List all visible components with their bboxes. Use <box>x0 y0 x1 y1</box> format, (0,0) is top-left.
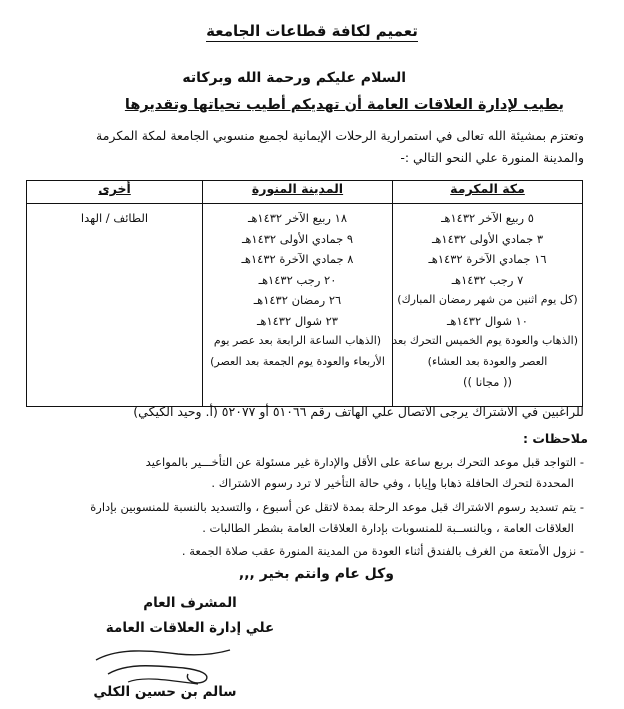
madinah-date-2: ٩ جمادي الأولى ١٤٣٢هـ <box>241 231 354 246</box>
other-destination: الطائف / الهدا <box>80 211 149 225</box>
table-header-row <box>27 181 583 204</box>
madinah-date-3: ٨ جمادي الآخرة ١٤٣٢هـ <box>241 252 354 266</box>
other-column <box>27 204 203 407</box>
note-item-1 <box>44 452 584 494</box>
trips-table <box>26 180 583 407</box>
signatory-department: علي إدارة العلاقات العامة <box>105 620 275 636</box>
makkah-date-1: ٥ ربيع الآخر ١٤٣٢هـ <box>441 211 534 225</box>
madinah-schedule-note-2: الأربعاء والعودة يوم الجمعة بعد العصر) <box>210 354 385 368</box>
paragraph-line-1: وتعتزم بمشيئة الله تعالى في استمرارية الرحلات الإيمانية لجميع منسوبي الجامعة لمكة المكرمة <box>96 128 584 143</box>
signatory-name: سالم بن حسين الكلي <box>93 684 237 700</box>
closing-line: وكل عام وانتم بخير ,,, <box>238 566 394 582</box>
madinah-date-5: ٢٦ رمضان ١٤٣٢هـ <box>253 293 342 307</box>
note-item-3 <box>44 541 584 562</box>
paragraph-line-2: والمدينة المنورة علي النحو التالي :- <box>400 150 584 165</box>
makkah-ramadan-note: (كل يوم اثنين من شهر رمضان المبارك) <box>397 293 578 306</box>
handwritten-signature <box>88 640 238 690</box>
note-3-line-1: - نزول الأمتعة من الغرف بالفندق أثناء العودة من المدينة المنورة عقب صلاة الجمعة . <box>181 544 584 558</box>
makkah-schedule-note-2: العصر والعودة بعد العشاء) <box>427 354 548 368</box>
makkah-schedule-note-1: (الذهاب والعودة يوم الخميس التحرك بعد <box>392 334 578 347</box>
contact-line: للراغبين في الاشتراك يرجى الاتصال علي الهاتف رقم ٥١٠٦٦ أو ٥٢٠٧٧ (أ. وحيد الكيكي) <box>133 404 584 419</box>
madinah-date-4: ٢٠ رجب ١٤٣٢هـ <box>258 272 337 287</box>
table-row <box>27 204 583 407</box>
signatory-title: المشرف العام <box>143 595 237 611</box>
notes-title: ملاحظات : <box>522 431 588 446</box>
note-2-line-1: - يتم تسديد رسوم الاشتراك قبل موعد الرحلة بمدة لاتقل عن أسبوع ، والتسديد بالنسبة للمنسوبين بإدارة <box>90 500 584 514</box>
note-item-2 <box>44 497 584 539</box>
note-1-line-2: المحددة لتحرك الحافلة ذهابا وإيابا ، وفي حالة التأخير لا ترد رسوم الاشتراك . <box>211 476 574 490</box>
makkah-date-4: ٧ رجب ١٤٣٢هـ <box>451 272 524 287</box>
madinah-schedule-note-1: (الذهاب الساعة الرابعة بعد عصر يوم <box>213 334 382 347</box>
madinah-column <box>203 204 393 407</box>
header-madinah: المدينة المنورة <box>203 181 393 204</box>
madinah-date-1: ١٨ ربيع الآخر ١٤٣٢هـ <box>247 211 348 225</box>
header-makkah: مكة المكرمة <box>393 181 583 204</box>
makkah-date-2: ٣ جمادي الأولى ١٤٣٢هـ <box>431 231 544 246</box>
note-2-line-2: العلاقات العامة ، وبالنســبة للمنسوبات بإدارة العلاقات العامة بشطر الطالبات . <box>202 521 574 535</box>
makkah-column <box>393 204 583 407</box>
intro-line: يطيب لإدارة العلاقات العامة أن تهديكم أطيب تحياتها وتقديرها <box>124 97 564 113</box>
makkah-date-5: ١٠ شوال ١٤٣٢هـ <box>447 313 528 328</box>
note-1-line-1: - التواجد قبل موعد التحرك بربع ساعة على الأقل والإدارة غير مسئولة عن التأخـــير بالمواعيد <box>145 455 584 469</box>
document-title: تعميم لكافة قطاعات الجامعة <box>206 22 418 40</box>
greeting: السلام عليكم ورحمة الله وبركاته <box>182 70 406 86</box>
madinah-date-6: ٢٣ شوال ١٤٣٢هـ <box>257 313 338 328</box>
makkah-date-3: ١٦ جمادي الآخرة ١٤٣٢هـ <box>428 252 547 266</box>
header-other: أخرى <box>27 181 203 204</box>
announcement-paragraph <box>34 125 584 169</box>
makkah-free-note: (( مجانا )) <box>462 375 513 389</box>
